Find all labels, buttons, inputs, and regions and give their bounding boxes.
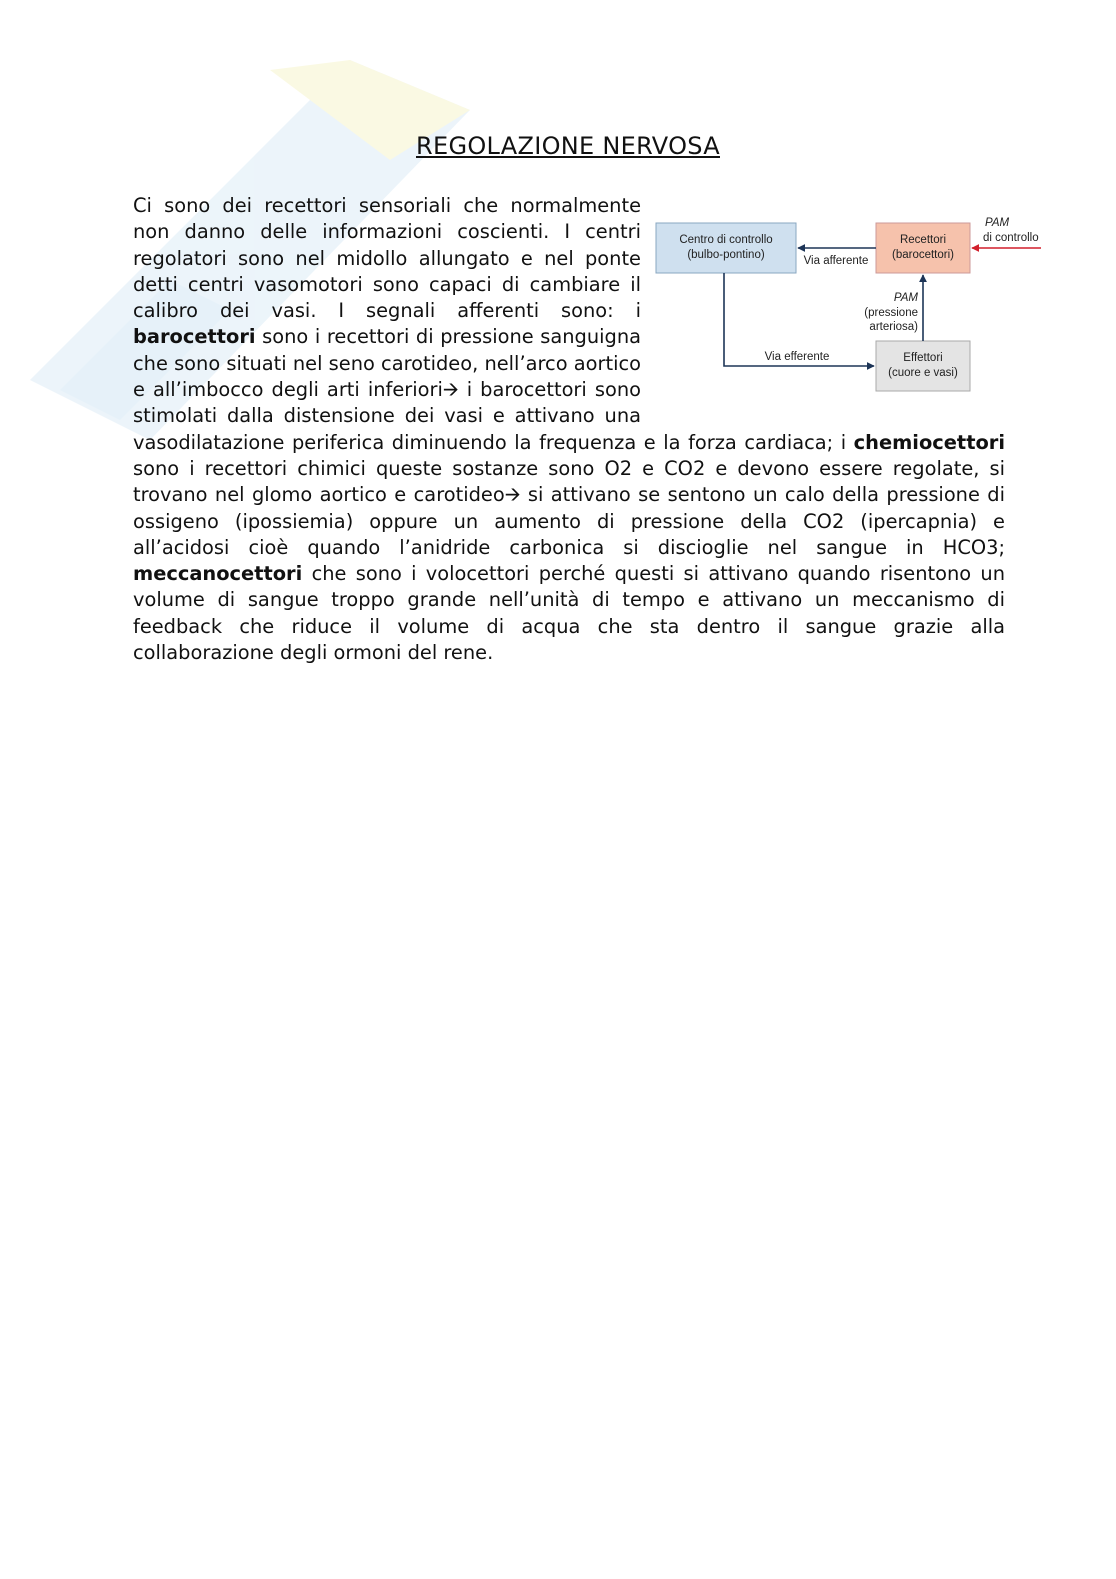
pam-sublabel-2: arteriosa) [869,321,918,333]
regulation-diagram [655,211,1041,409]
paragraph-part: sono i recettori chimici queste sostanze sono O2 e CO2 e devono essere regolate, si trovano nel glomo aortico e carotideo [133,456,1005,507]
paragraph-part: Ci sono dei recettori sensoriali che normalmente non danno delle informazioni coscienti. I centri regolatori sono nel midollo allungato e nel ponte detti centri vasomotori sono capaci di cambiare il calibro dei vasi. I segnali afferenti sono: i [133,194,641,323]
arrow-symbol: 🡪 [442,378,459,402]
paragraph-part: sono i recettori di pressione sanguigna che sono situati nel seno carotideo, nell’arco aortico e all’imbocco degli arti inferiori [133,325,641,402]
control-center-label: Centro di controllo [679,234,773,246]
efferent-label: Via efferente [764,351,830,363]
term-barocettori: barocettori [133,325,256,349]
pam-label: PAM [893,292,918,304]
pam-control-sublabel: di controllo [983,232,1039,244]
paragraph-part: i barocettori sono stimolati dalla distensione dei vasi e attivano una vasodilatazione periferica diminuendo la frequenza e la forza cardiaca; i [133,378,854,454]
effectors-box [876,341,970,391]
receptors-sublabel: (barocettori) [892,249,954,261]
effectors-sublabel: (cuore e vasi) [888,367,958,379]
control-center-box [656,223,796,273]
body-text [133,193,1039,666]
term-chemiocettori: chemiocettori [853,430,1005,454]
page-title: REGOLAZIONE NERVOSA [416,132,720,160]
term-meccanocettori: meccanocettori [133,562,303,586]
receptors-box [876,223,970,273]
effectors-label: Effettori [903,352,943,364]
paragraph-part: si attivano se sentono un calo della pressione di ossigeno (ipossiemia) oppure un aumento di pressione della CO2 (ipercapnia) e all’acidosi cioè quando l’anidride carbonica si discioglie nel sangue in HCO3; [133,483,1006,559]
paragraph-part: che sono i volocettori perché questi si attivano quando risentono un volume di sangue troppo grande nell’unità di tempo e attivano un meccanismo di feedback che riduce il volume di acqua che sta dentro il sangue grazie alla collaborazione degli ormoni del rene. [133,562,1005,665]
afferent-label: Via afferente [803,255,869,267]
receptors-label: Recettori [899,234,947,246]
control-center-sublabel: (bulbo-pontino) [687,249,765,261]
pam-control-label: PAM [985,217,1010,229]
arrow-symbol: 🡪 [504,483,521,507]
pam-sublabel-1: (pressione [864,307,918,319]
